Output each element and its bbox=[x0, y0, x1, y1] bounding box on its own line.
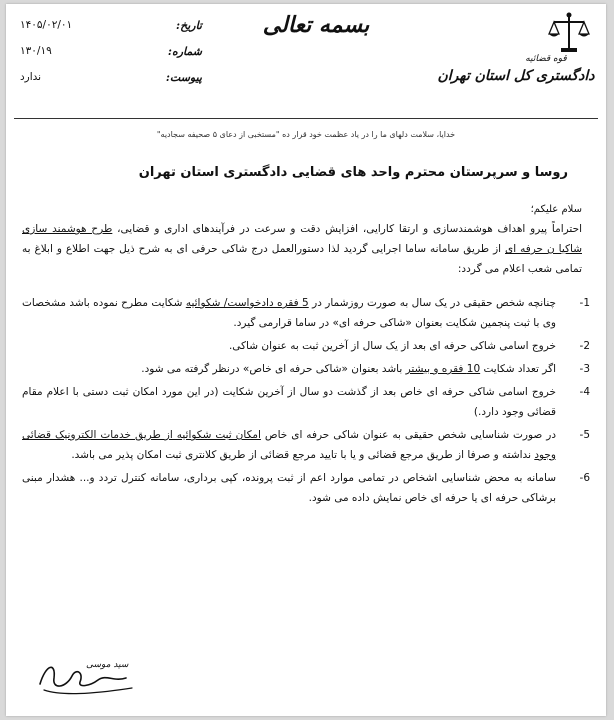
list-item bbox=[22, 336, 590, 356]
item-text bbox=[22, 359, 556, 379]
date-label: تاریخ: bbox=[176, 18, 202, 32]
attachment-label: پیوست: bbox=[165, 70, 202, 84]
list-item bbox=[22, 468, 590, 508]
item-text bbox=[22, 468, 556, 508]
scales-of-justice-icon bbox=[546, 10, 592, 56]
letter-body bbox=[22, 124, 590, 511]
item-number: 6- bbox=[579, 472, 590, 484]
item-text-b: نداشته و صرفا از طریق مرجع قضائی و یا با تایید مرجع قضائی از طریق کلانتری ثبت امکان پذیر می باشد. bbox=[71, 449, 535, 461]
basmala-heading: بسمه تعالی bbox=[262, 12, 370, 38]
list-item bbox=[22, 359, 590, 379]
intro-text-1: احتراماً پیرو اهداف هوشمندسازی و ارتقا کارایی، افزایش دقت و سرعت در فرآیندهای اداری و قضایی، bbox=[112, 223, 582, 235]
item-number: 5- bbox=[579, 429, 590, 441]
date-row bbox=[12, 12, 202, 38]
number-label: شماره: bbox=[167, 44, 202, 58]
judiciary-label: قوه قضائیه bbox=[525, 54, 567, 64]
item-text bbox=[22, 293, 556, 333]
opening-quote: خدایا، سلامت دلهای ما را در یاد عظمت خود قرار ده "مستخبی از دعای ۵ صحیفه سجادیه" bbox=[156, 130, 456, 139]
list-item bbox=[22, 382, 590, 422]
number-value: ۱۳۰/۱۹ bbox=[20, 45, 52, 57]
list-item bbox=[22, 293, 590, 333]
date-value: ۱۴۰۵/۰۲/۰۱ bbox=[20, 19, 73, 31]
signature-name: سید موسی bbox=[86, 660, 129, 670]
item-text bbox=[22, 336, 556, 356]
item-text-a: سامانه به محض شناسایی اشخاص در تمامی موارد اعم از ثبت پرونده، کپی برداری، سامانه کنترل تردد و... هشدار مبنی برشاکی حرفه ای یا حرفه ای خاص نمایش داده می شود. bbox=[22, 472, 556, 504]
item-text-a: چنانچه شخص حقیقی در یک سال به صورت روزشمار در bbox=[308, 297, 556, 309]
item-number: 2- bbox=[579, 340, 590, 352]
item-text-b: باشد بعنوان «شاکی حرفه ای خاص» درنظر گرفته می شود. bbox=[141, 363, 406, 375]
number-row bbox=[12, 38, 202, 64]
item-text-b: شکایت مطرح نموده باشد مشخصات وی با ثبت پنجمین شکایت بعنوان «شاکی حرفه ای» در ساما قرارمی گیرد. bbox=[22, 297, 556, 329]
attachment-value: ندارد bbox=[20, 71, 42, 83]
item-number: 1- bbox=[579, 297, 590, 309]
item-text bbox=[22, 425, 556, 465]
item-text bbox=[22, 382, 556, 422]
item-text-a: در صورت شناسایی شخص حقیقی به عنوان شاکی حرفه ای خاص bbox=[260, 429, 556, 441]
addressee: روسا و سرپرستان محترم واحد های قضایی دادگستری استان تهران bbox=[138, 165, 568, 180]
attachment-row bbox=[12, 64, 202, 90]
item-text-underlined: 5 فقره دادخواست/ شکوائیه bbox=[185, 297, 309, 309]
item-text-underlined: امکان ثبت شکوائیه از طریق خدمات الکترونیک قضائی وجود bbox=[22, 429, 556, 461]
item-number: 4- bbox=[579, 386, 590, 398]
intro-text-2: از طریق سامانه ساما اجرایی گردید لذا دستورالعمل درج شاکی حرفی ای به شرح ذیل جهت اطلاع و ابلاغ به تمامی شعب اعلام می گردد: bbox=[22, 243, 582, 275]
item-text-a: خروج اسامی شاکی حرفه ای خاص بعد از گذشت دو سال از آخرین شکایت (در این مورد امکان ثبت دستی با اعلام مقام قضائی وجود دارد.) bbox=[22, 386, 556, 418]
item-number: 3- bbox=[579, 363, 590, 375]
greeting: سلام علیکم؛ bbox=[530, 204, 582, 215]
header-divider bbox=[14, 118, 598, 119]
item-text-underlined: 10 فقره و بیشتر bbox=[405, 363, 481, 375]
letter-header bbox=[6, 4, 606, 112]
court-name: دادگستری کل استان تهران bbox=[437, 68, 595, 84]
header-meta bbox=[12, 12, 202, 90]
letter-page bbox=[6, 4, 606, 716]
instruction-list bbox=[22, 293, 590, 508]
item-text-a: اگر تعداد شکایت bbox=[480, 363, 556, 375]
intro-paragraph bbox=[22, 219, 590, 279]
intro-underlined: طرح هوشمند سازی شاکیا ن حرفه ای bbox=[22, 223, 582, 255]
item-text-a: خروج اسامی شاکی حرفه ای بعد از یک سال از آخرین ثبت به عنوان شاکی. bbox=[228, 340, 556, 352]
list-item bbox=[22, 425, 590, 465]
